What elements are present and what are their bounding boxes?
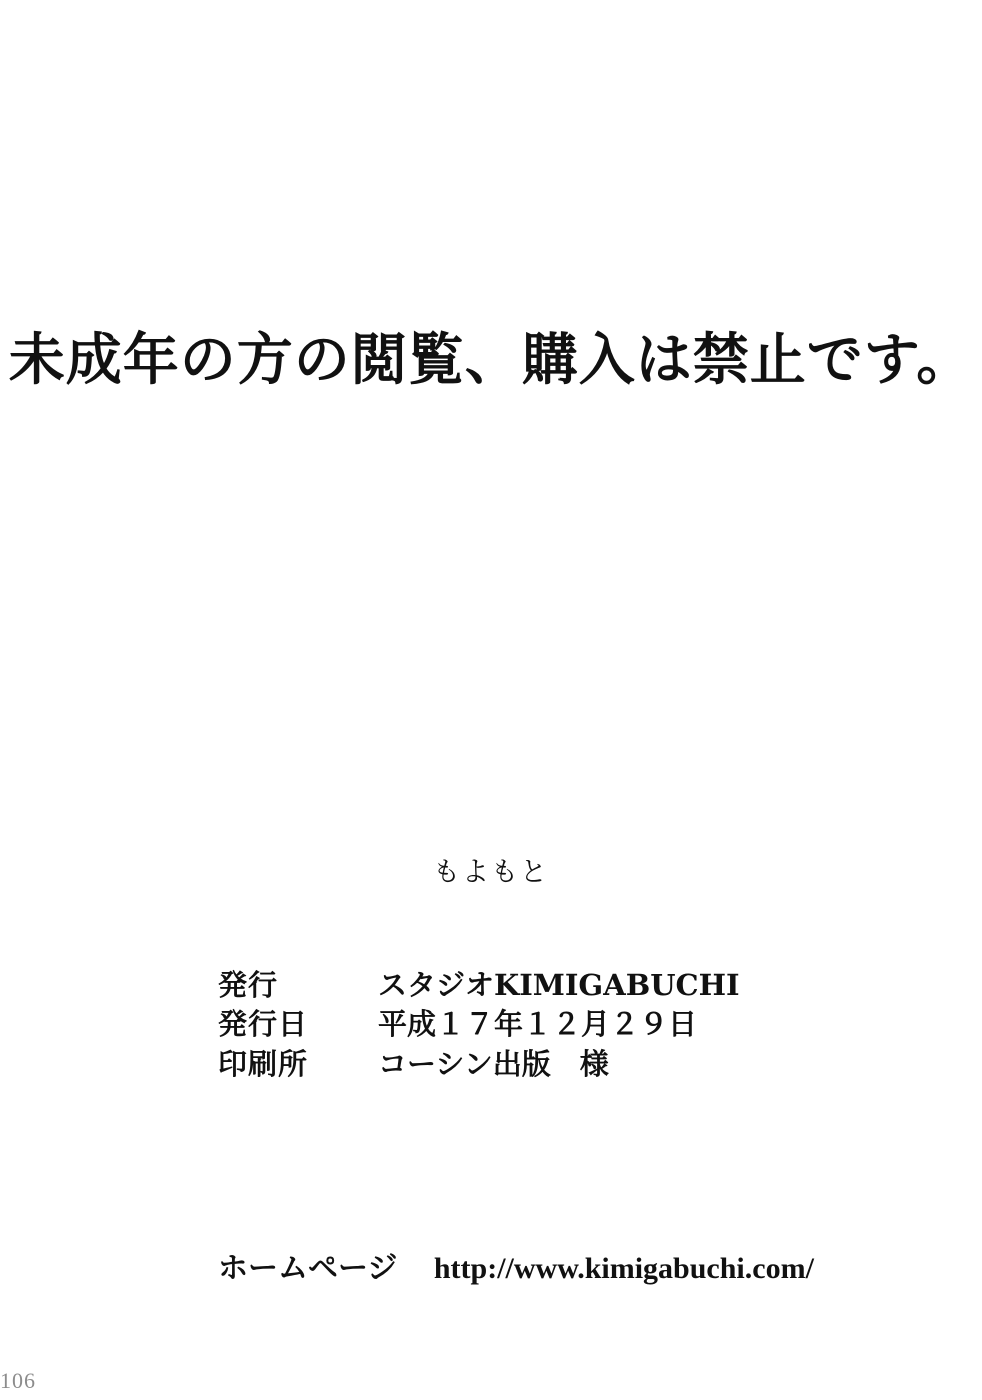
colophon-value-publisher: スタジオKIMIGABUCHI [378, 968, 740, 1002]
colophon-block [218, 966, 740, 1084]
colophon-label-publisher: 発行 [218, 968, 279, 1002]
author-name: もよもと [433, 857, 549, 888]
colophon-value-date: 平成１７年１２月２９日 [378, 1007, 698, 1042]
colophon-value-printer: コーシン出版 様 [378, 1046, 609, 1081]
colophon-label-date: 発行日 [218, 1007, 309, 1042]
age-restriction-warning: 未成年の方の閲覧、購入は禁止です。 [8, 327, 974, 393]
colophon-row [218, 1005, 740, 1044]
colophon-row [218, 1045, 740, 1084]
homepage-url[interactable]: http://www.kimigabuchi.com/ [433, 1252, 814, 1285]
page-number: 106 [0, 1368, 36, 1393]
colophon-label-printer: 印刷所 [218, 1046, 309, 1081]
homepage-line [218, 1243, 814, 1287]
colophon-row [218, 966, 740, 1005]
homepage-label: ホームページ [218, 1251, 398, 1286]
